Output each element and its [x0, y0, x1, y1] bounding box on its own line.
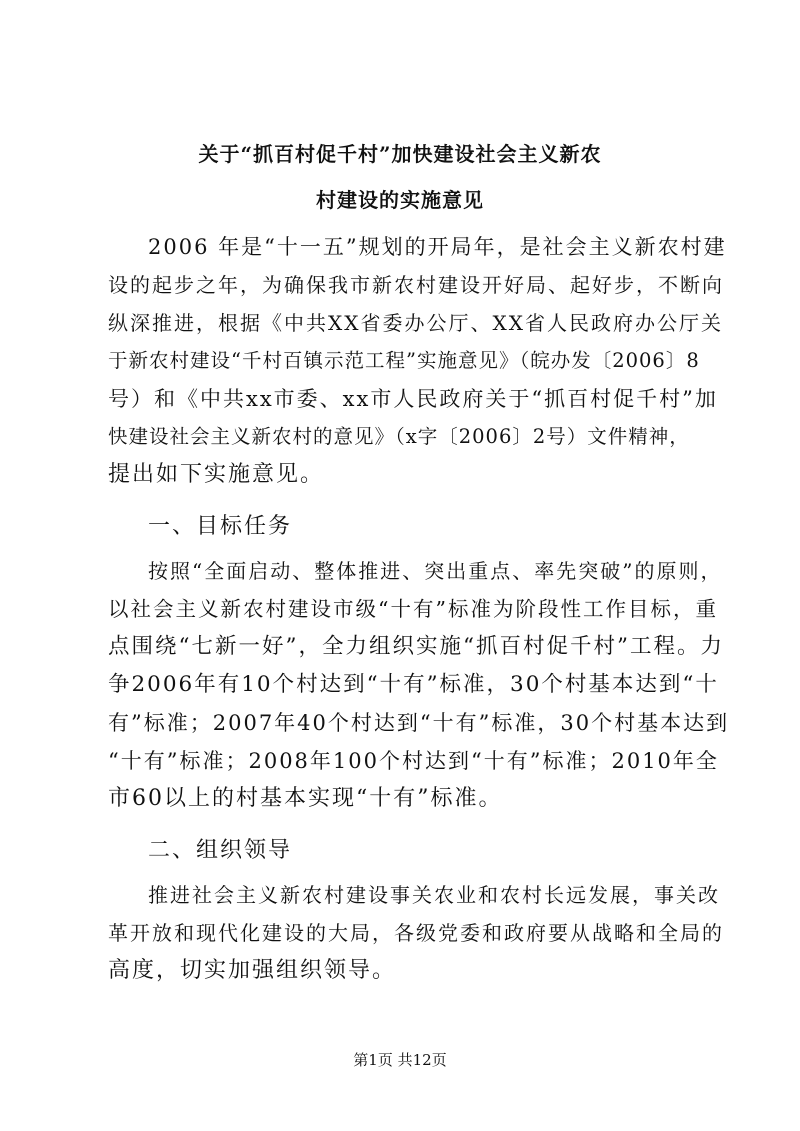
document-title-line-2: 村建设的实施意见: [316, 188, 484, 212]
paragraph-2-line-6: “十有”标准；2008年100个村达到“十有”标准；2010年全: [108, 749, 719, 773]
paragraph-3-line-2: 革开放和现代化建设的大局，各级党委和政府要从战略和全局的: [108, 921, 724, 945]
document-title-line-1: 关于“抓百村促千村”加快建设社会主义新农: [198, 142, 602, 166]
paragraph-1-line-5: 号）和《中共xx市委、xx市人民政府关于“抓百村促千村”加: [108, 387, 718, 411]
paragraph-1-line-3: 纵深推进，根据《中共XX省委办公厅、XX省人民政府办公厅关: [108, 311, 723, 335]
paragraph-2-line-5: 有”标准；2007年40个村达到“十有”标准，30个村基本达到: [108, 711, 730, 735]
paragraph-1-line-2: 设的起步之年，为确保我市新农村建设开好局、起好步，不断向: [108, 273, 724, 297]
section-heading-1: 一、目标任务: [148, 514, 293, 539]
paragraph-1-line-4: 于新农村建设“千村百镇示范工程”实施意见》（皖办发〔2006〕8: [108, 349, 700, 372]
paragraph-2-line-4: 争2006年有10个村达到“十有”标准，30个村基本达到“十: [108, 672, 719, 697]
paragraph-2-line-3: 点围绕“七新一好”，全力组织实施“抓百村促千村”工程。力: [108, 634, 724, 659]
section-heading-2: 二、组织领导: [148, 838, 293, 863]
paragraph-3-line-3: 高度，切实加强组织领导。: [108, 958, 397, 983]
page-footer: 第1页 共12页: [353, 1051, 447, 1069]
paragraph-1-line-7: 提出如下实施意见。: [108, 462, 325, 487]
paragraph-3-line-1: 推进社会主义新农村建设事关农业和农村长远发展，事关改: [148, 883, 720, 907]
paragraph-2-line-7: 市60以上的村基本实现“十有”标准。: [108, 786, 503, 811]
paragraph-1-line-1: 2006 年是“十一五”规划的开局年，是社会主义新农村建: [148, 235, 727, 259]
paragraph-1-line-6: 快建设社会主义新农村的意见》（x字〔2006〕2号）文件精神，: [108, 425, 690, 448]
paragraph-2-line-2: 以社会主义新农村建设市级“十有”标准为阶段性工作目标，重: [108, 597, 718, 621]
paragraph-2-line-1: 按照“全面启动、整体推进、突出重点、率先突破”的原则，: [148, 559, 723, 583]
